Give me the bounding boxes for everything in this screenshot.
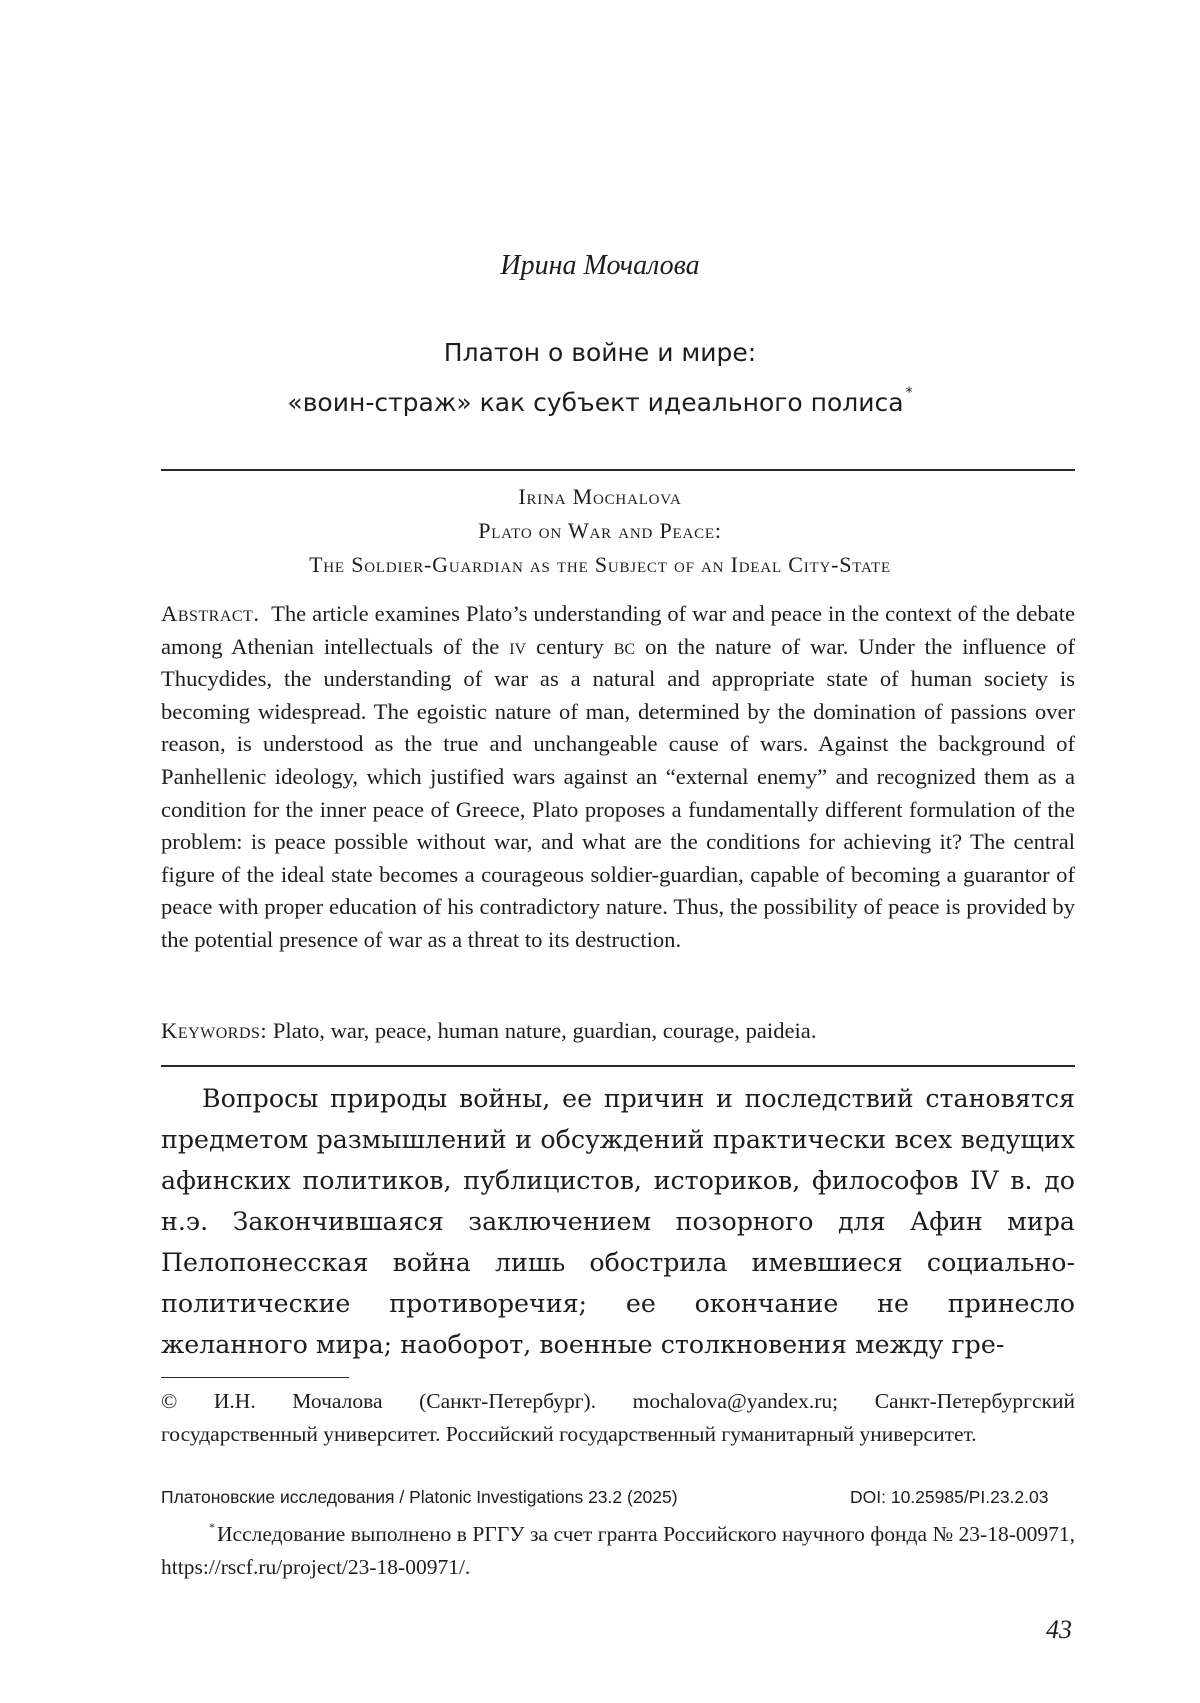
footnote-copyright: © И.Н. Мочалова (Санкт-Петербург). mochalova@yandex.ru; Санкт-Петербургский государственный университет. Российский государственный гуманитарный университет. [161,1389,1075,1446]
keywords-label: Keywords: [161,1018,268,1043]
body-paragraph: Вопросы природы войны, ее причин и последствий становятся предметом размышлений и обсуждений практически всех ведущих афинских политиков, публицистов, историков, философов IV в. до н.э. Закончившаяся заключением позорного для Афин мира Пелопонесская война лишь обострила имевшиеся социально-политические противоречия; ее окончание не принесло желанного мира; наоборот, военные столкновения между гре- [161,1084,1075,1359]
doi: DOI: 10.25985/PI.23.2.03 [850,1487,1049,1507]
abstract-label: Abstract. [161,601,260,626]
abstract-text-2: century [536,633,604,659]
page-number: 43 [1046,1615,1072,1644]
article-title-en-line-2: The Soldier-Guardian as the Subject of an Ideal City-State [309,552,891,577]
title-ru-line-1: Платон о войне и мире: [443,338,757,367]
title-footnote-mark: * [905,385,913,401]
footnote-grant [161,1511,1075,1583]
abstract-text-1: The article examines Plato’s understanding of war and peace in the context of the debate among Athenian intellectuals of the [161,601,1075,659]
article-title-en-line-1: Plato on War and Peace: [478,518,722,543]
grant-text: Исследование выполнено в РГГУ за счет гранта Российского научного фонда № 23-18-00971, https://rscf.ru/project/23-18-00971/. [161,1522,1075,1579]
journal-info [161,1487,1075,1513]
title-ru-line-2-text: «воин-страж» как субъект идеального полиса [287,388,904,417]
keywords [161,1018,1075,1044]
journal-name: Платоновские исследования / Platonic Investigations 23.2 (2025) [161,1487,678,1507]
abstract-text-3: on the nature of war. Under the influence of Thucydides, the understanding of war as a natural and appropriate state of human society is becoming widespread. The egoistic nature of man, determined by the domination of passions over reason, is understood as the true and unchangeable cause of wars. Against the background of Panhellenic ideology, which justified wars against an “external enemy” and recognized them as a condition for the inner peace of Greece, Plato proposes a fundamentally different formulation of the problem: is peace possible without war, and what are the conditions for achieving it? The central figure of the ideal state becomes a courageous soldier-guardian, capable of becoming a guarantor of peace with proper education of his contradictory nature. Thus, the possibility of peace is provided by the potential presence of war as a threat to its destruction. [161,633,1075,952]
grant-footnote-mark: * [209,1520,215,1534]
bottom-divider [161,1065,1075,1067]
author-name-en: Irina Mochalova [518,484,682,509]
abstract-era: bc [613,633,636,659]
author-name-ru: Ирина Мочалова [500,250,700,281]
keywords-text: Plato, war, peace, human nature, guardian, courage, paideia. [272,1018,817,1043]
abstract [161,598,1075,957]
footnote-divider [161,1377,349,1378]
top-divider [161,469,1075,471]
title-ru-line-2 [0,373,1200,423]
abstract-century: iv [509,633,527,659]
article-title-ru [0,332,1200,423]
